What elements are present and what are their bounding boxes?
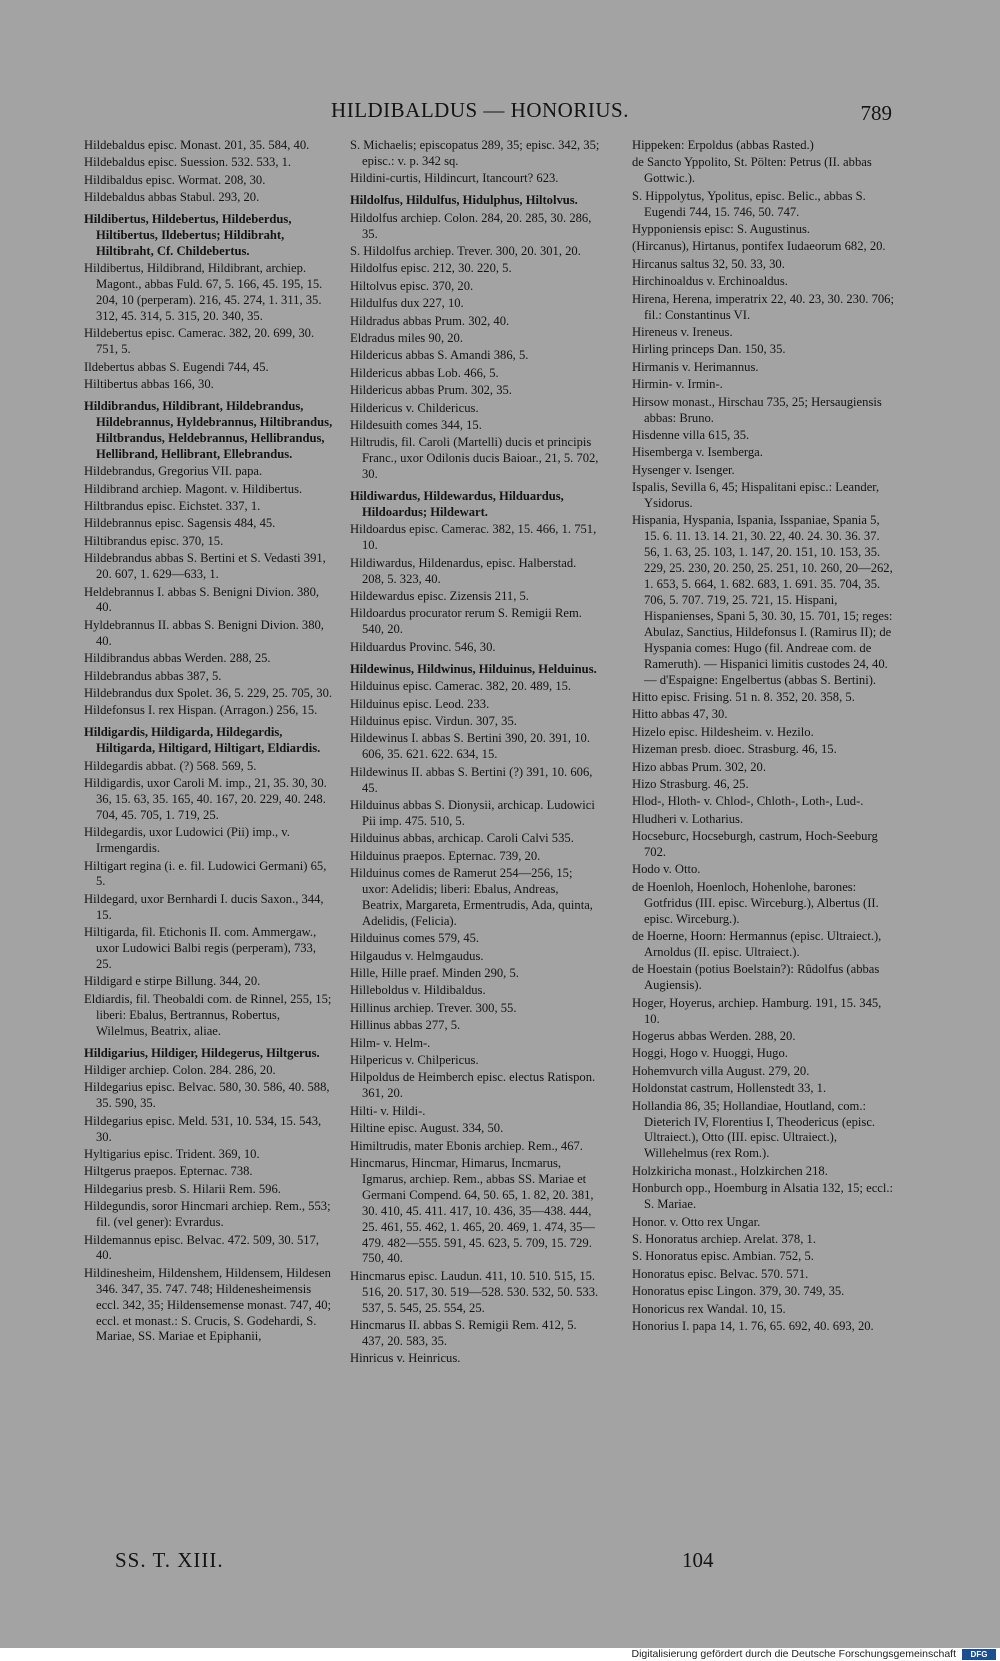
index-entry: Hildegard, uxor Bernhardi I. ducis Saxon., 344, 15.: [84, 891, 324, 922]
index-entry: Hildegarius episc. Belvac. 580, 30. 586, 40. 588, 35. 590, 35.: [84, 1080, 330, 1111]
index-entry: de Sancto Yppolito, St. Pölten: Petrus (II. abbas Gottwic.).: [632, 155, 872, 186]
index-entry: Hilgaudus v. Helmgaudus.: [350, 948, 484, 963]
index-entry: Hildewinus I. abbas S. Bertini 390, 20. 391, 10. 606, 35. 621. 622. 634, 15.: [350, 731, 590, 762]
index-entry: Hildiger archiep. Colon. 284. 286, 20.: [84, 1062, 276, 1077]
index-entry: Hildolfus, Hildulfus, Hidulphus, Hiltolvus.: [350, 193, 578, 208]
index-entry: Hildemannus episc. Belvac. 472. 509, 30. 517, 40.: [84, 1232, 320, 1263]
index-entry: Hildegarius presb. S. Hilarii Rem. 596.: [84, 1181, 281, 1196]
index-entry: Hildebrannus episc. Sagensis 484, 45.: [84, 516, 276, 531]
index-entry: Hizo abbas Prum. 302, 20.: [632, 759, 766, 774]
index-entry: Hildericus abbas S. Amandi 386, 5.: [350, 348, 529, 363]
index-entry: Hildiwardus, Hildewardus, Hilduardus, Hildoardus; Hildewart.: [350, 489, 564, 520]
index-entry: Hinricus v. Heinricus.: [350, 1351, 461, 1366]
index-entry: S. Hildolfus archiep. Trever. 300, 20. 301, 20.: [350, 243, 581, 258]
index-entry: Ispalis, Sevilla 6, 45; Hispalitani episc.: Leander, Ysidorus.: [632, 480, 880, 511]
index-entry: Hippeken: Erpoldus (abbas Rasted.): [632, 138, 814, 152]
funding-notice: Digitalisierung gefördert durch die Deutsche Forschungsgemeinschaft: [631, 1648, 956, 1660]
index-entry: Hilm- v. Helm-.: [350, 1035, 431, 1050]
index-entry: Hildebaldus episc. Suession. 532. 533, 1.: [84, 155, 292, 170]
index-entry: Hilpoldus de Heimberch episc. electus Ratispon. 361, 20.: [350, 1070, 596, 1101]
index-entry: Hildibaldus episc. Wormat. 208, 30.: [84, 172, 266, 187]
index-entry: Hildefonsus I. rex Hispan. (Arragon.) 256, 15.: [84, 703, 318, 718]
index-entry: Hilduardus Provinc. 546, 30.: [350, 639, 496, 654]
index-entry: Hildigard e stirpe Billung. 344, 20.: [84, 974, 261, 989]
index-entry: Hireneus v. Ireneus.: [632, 324, 733, 339]
index-entry: Hildoardus episc. Camerac. 382, 15. 466, 1. 751, 10.: [350, 522, 597, 553]
index-entry: Honoricus rex Wandal. 10, 15.: [632, 1301, 786, 1316]
index-entry: Hildibrandus abbas Werden. 288, 25.: [84, 651, 271, 666]
index-entry: Hildolfus archiep. Colon. 284, 20. 285, 30. 286, 35.: [350, 210, 592, 241]
index-entry: Hincmarus, Hincmar, Himarus, Incmarus, Igmarus, archiep. Rem., abbas SS. Mariae et Germani Compend. 64, 50. 65, 1. 82, 20. 381, 30. 410, 45. 411. 417, 10. 436, 35—438. 444, 25. 461, 55. 462, 1. 465, 20. 469, 1. 474, 35—479. 482—555. 591, 45. 623, 5. 709, 15. 729. 750, 40.: [350, 1155, 595, 1266]
index-entry: Hildebrandus dux Spolet. 36, 5. 229, 25. 705, 30.: [84, 686, 333, 700]
index-entry: Hizo Strasburg. 46, 25.: [632, 776, 749, 791]
index-column-right: [632, 138, 894, 1336]
index-entry: Hyldebrannus II. abbas S. Benigni Divion. 380, 40.: [84, 617, 324, 648]
index-entry: Hilleboldus v. Hildibaldus.: [350, 983, 486, 998]
dfg-logo-text: DFG: [970, 1650, 988, 1659]
index-entry: Hilduinus episc. Camerac. 382, 20. 489, 15.: [350, 679, 572, 694]
index-entry: Hizelo episc. Hildesheim. v. Hezilo.: [632, 724, 814, 739]
index-entry: Holdonstat castrum, Hollenstedt 33, 1.: [632, 1081, 827, 1096]
index-entry: Hildini-curtis, Hildincurt, Itancourt? 623.: [350, 171, 559, 186]
index-entry: Hillinus abbas 277, 5.: [350, 1018, 461, 1033]
funding-bar: [0, 1648, 1000, 1661]
index-entry: (Hircanus), Hirtanus, pontifex Iudaeorum 682, 20.: [632, 239, 886, 254]
sheet-number: 104: [682, 1548, 714, 1572]
index-entry: Hildegardis abbat. (?) 568. 569, 5.: [84, 758, 257, 773]
index-entry: S. Hippolytus, Ypolitus, episc. Belic., abbas S. Eugendi 744, 15. 746, 50. 747.: [632, 188, 866, 219]
index-entry: Hiltibertus abbas 166, 30.: [84, 377, 214, 392]
index-entry: Honoratus episc. Belvac. 570. 571.: [632, 1266, 809, 1281]
index-entry: Holzkiricha monast., Holzkirchen 218.: [632, 1163, 828, 1178]
index-entry: Honor. v. Otto rex Ungar.: [632, 1214, 761, 1229]
index-entry: Hildesuith comes 344, 15.: [350, 418, 482, 432]
index-entry: Hiltolvus episc. 370, 20.: [350, 278, 474, 293]
index-entry: Hirling princeps Dan. 150, 35.: [632, 342, 786, 357]
index-entry: Hildibrandus, Hildibrant, Hildebrandus, Hildebrannus, Hyldebrannus, Hiltibrandus, Hiltbrandus, Heldebrannus, Hellibrandus, Hellibrand, Hellibrant, Ellebrandus.: [84, 399, 333, 461]
page-title: HILDIBALDUS — HONORIUS.: [331, 98, 629, 122]
index-entry: Hocseburc, Hocseburgh, castrum, Hoch-Seeburg 702.: [632, 829, 878, 860]
index-entry: Hildericus abbas Prum. 302, 35.: [350, 383, 512, 398]
index-entry: Hohemvurch villa August. 279, 20.: [632, 1063, 810, 1078]
index-entry: Hizeman presb. dioec. Strasburg. 46, 15.: [632, 742, 837, 757]
index-entry: Hiltgerus praepos. Epternac. 738.: [84, 1164, 253, 1179]
index-entry: Hispania, Hyspania, Ispania, Isspaniae, Spania 5, 15. 6. 11. 13. 14. 21, 30. 22, 40. 24. 30. 36. 37. 56, 1. 63, 25. 103, 1. 147, 20. 151, 10. 153, 35. 229, 25. 230, 20. 250, 25. 251, 10. 260, 20—262, 1. 653, 5. 664, 1. 682. 683, 1. 691. 35. 704, 35. 706, 5. 707. 719, 25. 721, 15. Hispani, Hispanienses, Spani 5, 30. 30, 15. 701, 15; reges: Abulaz, Sanctius, Hildefonsus I. (Ramirus II); de Hyspania comes: Hugo (fil. Andreae com. de Rameruth). — Hispanici limitis custodes 24, 40. — d'Espaigne: Engelbertus (abbas S. Bertini).: [632, 513, 893, 687]
index-entry: Hisemberga v. Isemberga.: [632, 445, 763, 460]
index-entry: Hildigarius, Hildiger, Hildegerus, Hiltgerus.: [84, 1045, 320, 1060]
index-entry: Hildibertus, Hildebertus, Hildeberdus, Hiltibertus, Ildebertus; Hildibraht, Hiltibraht, Cf. Childebertus.: [84, 212, 292, 258]
index-entry: Hildiwardus, Hildenardus, episc. Halberstad. 208, 5. 323, 40.: [350, 555, 577, 586]
index-entry: Hildewinus II. abbas S. Bertini (?) 391, 10. 606, 45.: [350, 764, 593, 795]
index-entry: Hildigardis, uxor Caroli M. imp., 21, 35. 30, 30. 36, 15. 63, 35. 165, 40. 167, 20. 229, 40. 248. 704, 45. 705, 1. 719, 25.: [84, 776, 327, 822]
index-entry: Hirena, Herena, imperatrix 22, 40. 23, 30. 230. 706; fil.: Constantinus VI.: [632, 291, 894, 322]
index-entry: S. Michaelis; episcopatus 289, 35; episc. 342, 35; episc.: v. p. 342 sq.: [350, 138, 600, 168]
index-entry: Hiltbrandus episc. Eichstet. 337, 1.: [84, 499, 261, 514]
index-entry: Hildebrandus abbas 387, 5.: [84, 668, 222, 683]
index-entry: Hildoardus procurator rerum S. Remigii Rem. 540, 20.: [350, 606, 582, 637]
index-entry: Hillinus archiep. Trever. 300, 55.: [350, 1000, 517, 1015]
index-entry: Eldradus miles 90, 20.: [350, 330, 463, 345]
index-entry: Hildigardis, Hildigarda, Hildegardis, Hiltigarda, Hiltigard, Hiltigart, Eldiardis.: [84, 725, 321, 756]
index-entry: S. Honoratus archiep. Arelat. 378, 1.: [632, 1231, 816, 1246]
index-entry: Hlod-, Hloth- v. Chlod-, Chloth-, Loth-, Lud-.: [632, 794, 864, 809]
index-entry: Hille, Hille praef. Minden 290, 5.: [350, 966, 519, 980]
index-entry: Honoratus episc Lingon. 379, 30. 749, 35.: [632, 1284, 845, 1299]
index-column-middle: [350, 138, 600, 1369]
index-entry: Hisdenne villa 615, 35.: [632, 427, 750, 442]
index-entry: Hildebaldus abbas Stabul. 293, 20.: [84, 190, 260, 205]
index-entry: Hysenger v. Isenger.: [632, 462, 735, 477]
index-entry: Hildinesheim, Hildenshem, Hildensem, Hildesen 346. 347, 35. 747. 748; Hildenesheimensis eccl. 342, 35; Hildensemense monast. 747, 40; eccl. et monast.: S. Crucis, S. Godehardi, S. Mariae, SS. Mariae et Epiphanii,: [84, 1265, 332, 1344]
index-entry: Hildewardus episc. Zizensis 211, 5.: [350, 589, 529, 604]
index-entry: de Hoestain (potius Boelstain?): Rûdolfus (abbas Augiensis).: [632, 962, 880, 993]
index-entry: Hilti- v. Hildi-.: [350, 1103, 426, 1118]
index-entry: Hildewinus, Hildwinus, Hilduinus, Helduinus.: [350, 661, 597, 676]
index-entry: Hildebertus episc. Camerac. 382, 20. 699, 30. 751, 5.: [84, 326, 315, 357]
index-entry: Hollandia 86, 35; Hollandiae, Houtland, com.: Dieterich IV, Florentius I, Theodericus (episc. Ultraiect.), Otto (III. episc. Ultraiect.), Willehelmus (rex Rom.).: [632, 1098, 876, 1161]
index-entry: Eldiardis, fil. Theobaldi com. de Rinnel, 255, 15; liberi: Ebalus, Bertrannus, Robertus, Wilelmus, Beatrix, aliae.: [84, 991, 332, 1038]
index-entry: Hypponiensis episc: S. Augustinus.: [632, 222, 811, 237]
index-entry: Hildegundis, soror Hincmari archiep. Rem., 553; fil. (vel gener): Evrardus.: [84, 1199, 331, 1230]
index-entry: Hildolfus episc. 212, 30. 220, 5.: [350, 261, 512, 276]
index-entry: Hirsow monast., Hirschau 735, 25; Hersaugiensis abbas: Bruno.: [632, 394, 882, 425]
index-entry: de Hoerne, Hoorn: Hermannus (episc. Ultraiect.), Arnoldus (II. episc. Ultraiect.).: [632, 929, 882, 959]
index-entry: Hildebrandus, Gregorius VII. papa.: [84, 464, 263, 479]
index-entry: Hogerus abbas Werden. 288, 20.: [632, 1029, 796, 1044]
page-number: 789: [860, 101, 892, 125]
index-entry: Hildradus abbas Prum. 302, 40.: [350, 313, 510, 328]
index-entry: Hilpericus v. Chilpericus.: [350, 1053, 479, 1068]
index-entry: Hilduinus episc. Leod. 233.: [350, 696, 490, 711]
index-entry: Hiltrudis, fil. Caroli (Martelli) ducis et principis Franc., uxor Odilonis ducis Baioar., 21, 5. 702, 30.: [350, 435, 599, 482]
index-entry: Hilduinus abbas, archicap. Caroli Calvi 535.: [350, 831, 574, 846]
index-entry: Hyltigarius episc. Trident. 369, 10.: [84, 1146, 260, 1161]
index-entry: Hiltibrandus episc. 370, 15.: [84, 533, 224, 548]
index-entry: Hircanus saltus 32, 50. 33, 30.: [632, 256, 785, 271]
index-entry: Hilduinus abbas S. Dionysii, archicap. Ludowici Pii imp. 475. 510, 5.: [350, 797, 595, 828]
index-entry: Hincmarus episc. Laudun. 411, 10. 510. 515, 15. 516, 20. 517, 30. 519—528. 530. 532, 50. 533. 537, 5. 545, 25. 554, 25.: [350, 1268, 599, 1315]
index-entry: Honorius I. papa 14, 1. 76, 65. 692, 40. 693, 20.: [632, 1318, 874, 1333]
index-entry: Hildegarius episc. Meld. 531, 10. 534, 15. 543, 30.: [84, 1113, 322, 1144]
index-entry: Hoger, Hoyerus, archiep. Hamburg. 191, 15. 345, 10.: [632, 995, 882, 1026]
index-entry: S. Honoratus episc. Ambian. 752, 5.: [632, 1249, 814, 1264]
index-entry: Hiltine episc. August. 334, 50.: [350, 1121, 504, 1136]
index-entry: Hildericus v. Childericus.: [350, 400, 479, 415]
index-entry: Hincmarus II. abbas S. Remigii Rem. 412, 5. 437, 20. 583, 35.: [350, 1318, 577, 1348]
index-entry: Hoggi, Hogo v. Huoggi, Hugo.: [632, 1046, 788, 1061]
index-entry: Himiltrudis, mater Ebonis archiep. Rem., 467.: [350, 1138, 583, 1153]
dfg-logo: [962, 1649, 996, 1660]
index-entry: Hiltigarda, fil. Etichonis II. com. Ammergaw., uxor Ludowici Balbi regis (perperam), 733, 25.: [84, 925, 317, 971]
index-entry: Hildegardis, uxor Ludowici (Pii) imp., v. Irmengardis.: [84, 825, 290, 856]
index-entry: Hilduinus praepos. Epternac. 739, 20.: [350, 848, 541, 863]
index-entry: Ildebertus abbas S. Eugendi 744, 45.: [84, 359, 269, 374]
index-entry: Hilduinus comes 579, 45.: [350, 931, 480, 946]
index-entry: Hludheri v. Lotharius.: [632, 811, 744, 826]
index-entry: Hildulfus dux 227, 10.: [350, 296, 464, 311]
index-entry: Hiltigart regina (i. e. fil. Ludowici Germani) 65, 5.: [84, 858, 327, 889]
index-column-left: [84, 138, 334, 1347]
index-entry: Hilduinus comes de Ramerut 254—256, 15; uxor: Adelidis; liberi: Ebalus, Andreas, Beatrix, Margareta, Ermentrudis, Ada, quinta, Adelidis, (Felicia).: [350, 866, 593, 928]
index-entry: Hildericus abbas Lob. 466, 5.: [350, 365, 499, 380]
index-entry: Hildibertus, Hildibrand, Hildibrant, archiep. Magont., abbas Fuld. 67, 5. 166, 45. 195, 15. 204, 10 (perperam). 216, 45. 274, 1. 311, 35. 312, 45. 314, 5. 315, 20. 340, 35.: [84, 261, 323, 324]
index-entry: Hirmin- v. Irmin-.: [632, 377, 723, 392]
index-entry: Honburch opp., Hoemburg in Alsatia 132, 15; eccl.: S. Mariae.: [632, 1181, 894, 1212]
index-entry: Hitto episc. Frising. 51 n. 8. 352, 20. 358, 5.: [632, 689, 855, 704]
volume-signature: SS. T. XIII.: [115, 1548, 224, 1572]
index-entry: Hildebaldus episc. Monast. 201, 35. 584, 40.: [84, 138, 310, 152]
index-entry: Hitto abbas 47, 30.: [632, 707, 728, 722]
index-entry: Hodo v. Otto.: [632, 862, 701, 877]
index-entry: Hirchinoaldus v. Erchinoaldus.: [632, 274, 788, 289]
index-entry: Hirmanis v. Herimannus.: [632, 359, 759, 374]
index-entry: Hildebrandus abbas S. Bertini et S. Vedasti 391, 20. 607, 1. 629—633, 1.: [84, 551, 326, 582]
index-entry: Heldebrannus I. abbas S. Benigni Divion. 380, 40.: [84, 584, 320, 615]
index-entry: de Hoenloh, Hoenloch, Hohenlohe, barones: Gotfridus (III. episc. Wirceburg.), Albertus (II. episc. Wirceburg.).: [632, 879, 879, 926]
index-entry: Hilduinus episc. Virdun. 307, 35.: [350, 713, 517, 728]
index-entry: Hildibrand archiep. Magont. v. Hildibertus.: [84, 481, 303, 496]
